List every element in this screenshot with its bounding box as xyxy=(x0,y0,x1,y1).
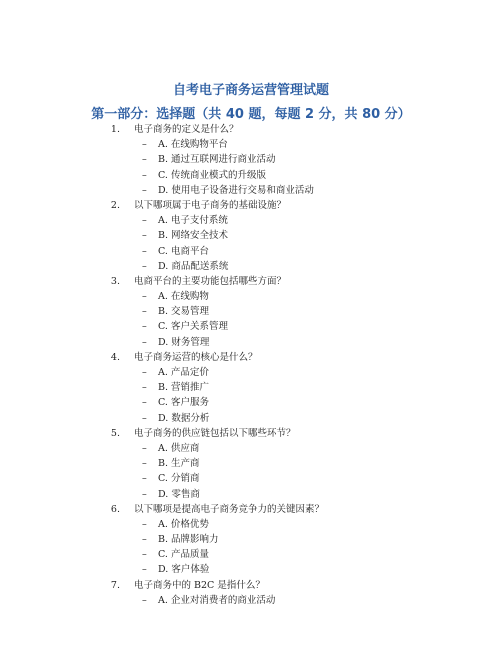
option-item xyxy=(0,456,502,471)
document-title: 自考电子商务运营管理试题 xyxy=(172,83,329,98)
option-item xyxy=(0,244,502,259)
bullet-dash: – xyxy=(142,367,147,378)
option-item xyxy=(0,471,502,486)
option-text: B. 交易管理 xyxy=(158,306,210,318)
option-item xyxy=(0,562,502,577)
question-item xyxy=(0,198,502,274)
option-text: B. 通过互联网进行商业活动 xyxy=(158,154,276,166)
bullet-dash: – xyxy=(142,184,147,196)
bullet-dash: – xyxy=(142,336,147,348)
option-text: A. 电子支付系统 xyxy=(158,215,228,227)
question-item xyxy=(0,426,502,502)
option-item xyxy=(0,593,502,608)
question-line xyxy=(0,350,502,365)
question-line xyxy=(0,426,502,441)
option-item xyxy=(0,335,502,350)
question-line xyxy=(0,198,502,213)
option-item xyxy=(0,441,502,456)
question-item xyxy=(0,274,502,350)
bullet-dash: – xyxy=(142,549,147,561)
bullet-dash: – xyxy=(142,412,147,424)
bullet-dash: – xyxy=(142,230,147,242)
question-number: 2. xyxy=(110,199,120,211)
option-item xyxy=(0,547,502,562)
option-item xyxy=(0,411,502,426)
option-item xyxy=(0,365,502,380)
option-text: C. 客户关系管理 xyxy=(158,321,228,333)
option-item xyxy=(0,395,502,410)
option-text: A. 在线购物 xyxy=(158,291,209,303)
question-number: 7. xyxy=(110,579,120,591)
bullet-dash: – xyxy=(142,458,147,470)
option-text: A. 在线购物平台 xyxy=(158,139,228,151)
question-item xyxy=(0,122,502,198)
option-text: B. 品牌影响力 xyxy=(158,534,219,546)
question-number: 4. xyxy=(110,351,120,363)
bullet-dash: – xyxy=(142,321,147,333)
option-item xyxy=(0,380,502,395)
option-item xyxy=(0,289,502,304)
option-item xyxy=(0,228,502,243)
option-item xyxy=(0,304,502,319)
option-text: B. 营销推广 xyxy=(158,382,210,394)
bullet-dash: – xyxy=(142,534,147,546)
option-item xyxy=(0,517,502,532)
bullet-dash: – xyxy=(142,169,147,181)
option-text: D. 数据分析 xyxy=(158,412,210,424)
option-item xyxy=(0,183,502,198)
option-text: C. 分销商 xyxy=(158,473,200,485)
option-item xyxy=(0,213,502,228)
option-text: D. 商品配送系统 xyxy=(158,260,229,272)
question-text: 电子商务中的 B2C 是指什么？ xyxy=(134,579,265,591)
bullet-dash: – xyxy=(142,473,147,485)
option-item xyxy=(0,259,502,274)
option-text: C. 客户服务 xyxy=(158,397,209,409)
bullet-dash: – xyxy=(142,139,147,151)
option-item xyxy=(0,168,502,183)
bullet-dash: – xyxy=(142,488,147,500)
bullet-dash: – xyxy=(142,594,147,606)
question-number: 6. xyxy=(110,503,120,515)
bullet-dash: – xyxy=(142,291,147,303)
option-text: A. 产品定价 xyxy=(158,367,209,378)
option-text: A. 企业对消费者的商业活动 xyxy=(158,594,276,606)
question-list xyxy=(0,122,502,608)
option-item xyxy=(0,137,502,152)
option-text: A. 价格优势 xyxy=(158,518,209,530)
question-text: 电子商务的定义是什么？ xyxy=(134,124,239,135)
option-text: B. 网络安全技术 xyxy=(158,230,229,242)
option-text: D. 客户体验 xyxy=(158,564,210,576)
question-number: 3. xyxy=(110,275,120,287)
option-text: D. 零售商 xyxy=(158,488,200,500)
question-text: 以下哪项是提高电子商务竞争力的关键因素？ xyxy=(134,503,325,515)
question-line xyxy=(0,502,502,517)
bullet-dash: – xyxy=(142,397,147,409)
question-text: 电子商务的供应链包括以下哪些环节？ xyxy=(134,427,296,439)
question-text: 以下哪项属于电子商务的基础设施？ xyxy=(134,199,287,211)
bullet-dash: – xyxy=(142,564,147,576)
question-item xyxy=(0,350,502,426)
bullet-dash: – xyxy=(142,306,147,318)
option-text: D. 使用电子设备进行交易和商业活动 xyxy=(158,184,314,196)
question-line xyxy=(0,578,502,593)
question-text: 电商平台的主要功能包括哪些方面？ xyxy=(134,275,287,287)
question-line xyxy=(0,122,502,137)
question-text: 电子商务运营的核心是什么？ xyxy=(134,351,258,363)
option-text: C. 产品质量 xyxy=(158,549,209,561)
bullet-dash: – xyxy=(142,215,147,227)
question-line xyxy=(0,274,502,289)
bullet-dash: – xyxy=(142,154,147,166)
bullet-dash: – xyxy=(142,442,147,454)
question-number: 5. xyxy=(110,427,120,439)
bullet-dash: – xyxy=(142,518,147,530)
option-text: C. 电商平台 xyxy=(158,245,209,257)
question-item xyxy=(0,578,502,608)
question-number: 1. xyxy=(110,124,120,135)
section-heading: 第一部分：选择题（共 40 题，每题 2 分，共 80 分） xyxy=(91,107,411,122)
option-text: D. 财务管理 xyxy=(158,336,210,348)
option-item xyxy=(0,487,502,502)
bullet-dash: – xyxy=(142,382,147,394)
option-text: B. 生产商 xyxy=(158,458,200,470)
bullet-dash: – xyxy=(142,260,147,272)
question-item xyxy=(0,502,502,578)
bullet-dash: – xyxy=(142,245,147,257)
option-text: C. 传统商业模式的升级版 xyxy=(158,169,266,181)
option-text: A. 供应商 xyxy=(158,442,200,454)
option-item xyxy=(0,532,502,547)
option-item xyxy=(0,319,502,334)
option-item xyxy=(0,152,502,167)
